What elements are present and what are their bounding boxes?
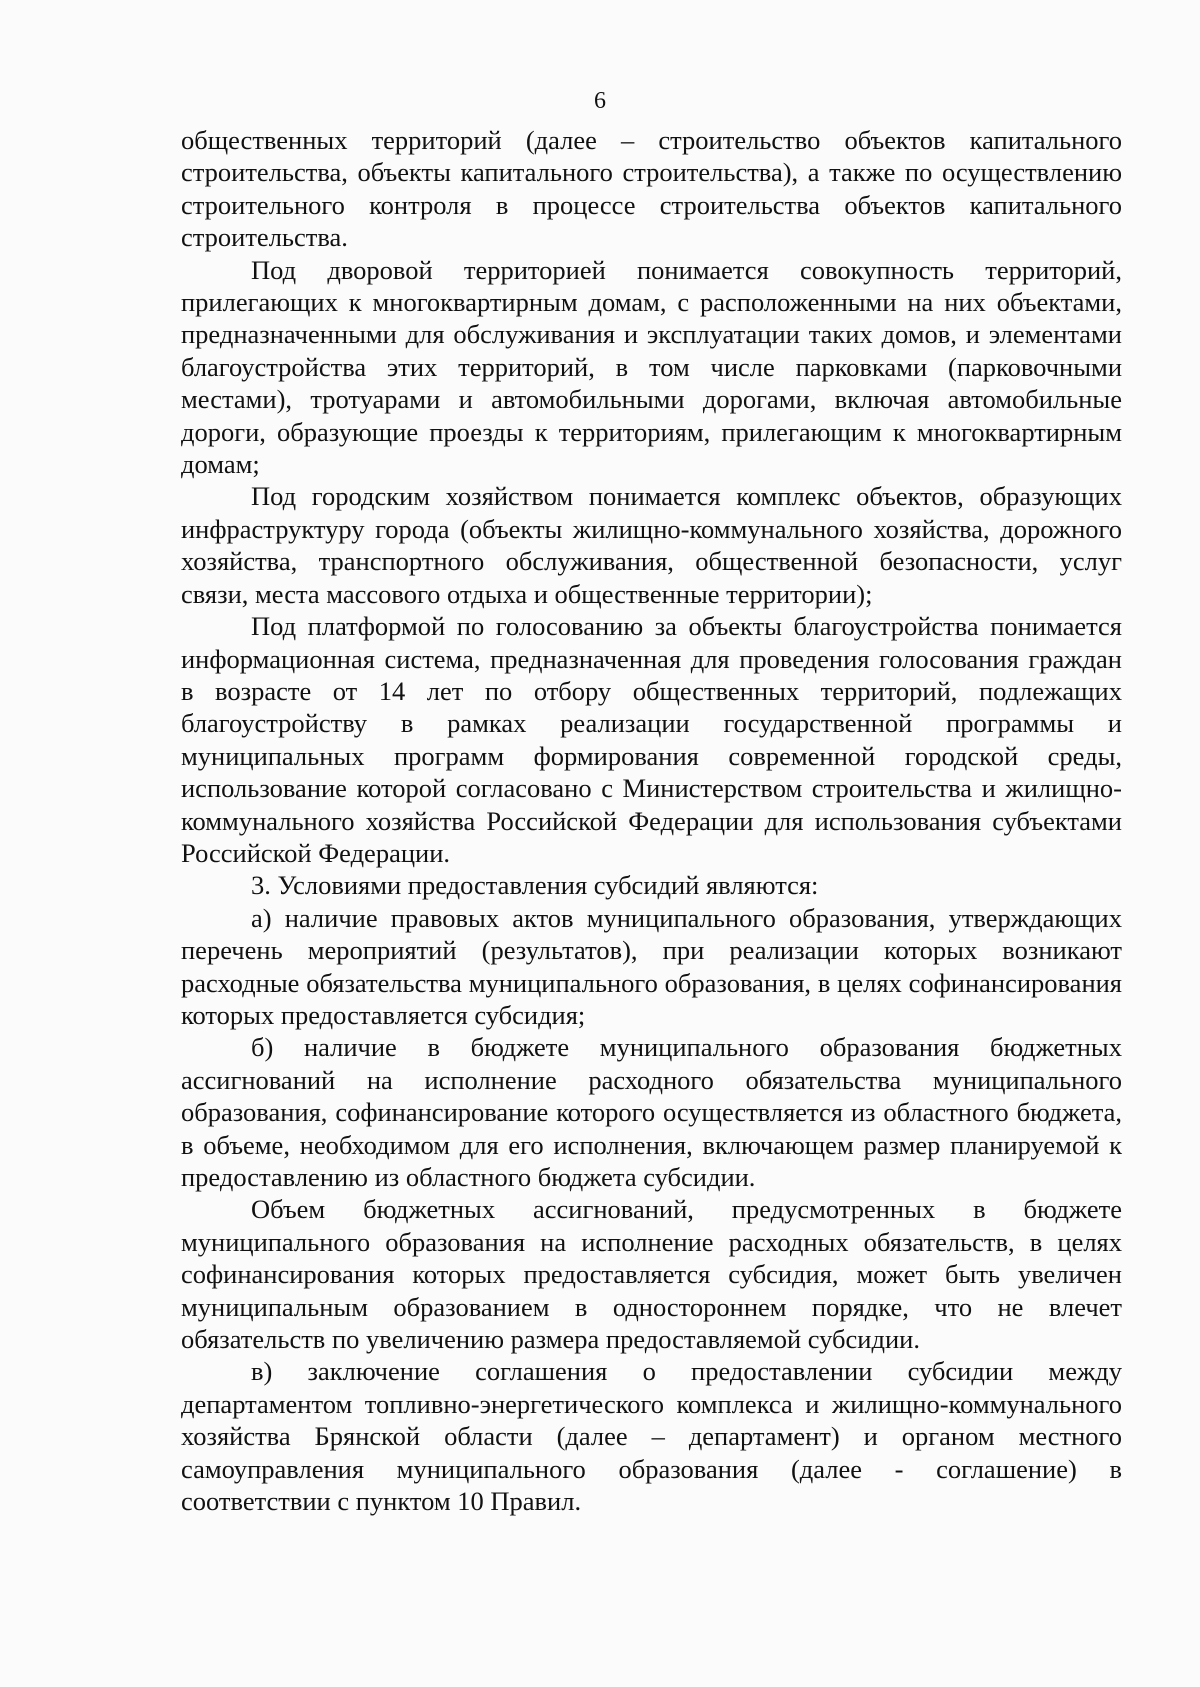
paragraph-continuation: общественных территорий (далее – строительство объектов капитального строительства, объекты капитального строительства), а также по осуществлению строительного контроля в процессе строительства объектов капитального строительства. [181, 125, 1122, 253]
paragraph-voting-platform-definition: Под платформой по голосованию за объекты благоустройства понимается информационная система, предназначенная для проведения голосования граждан в возрасте от 14 лет по отбору общественных территорий, подлежащих благоустройству в рамках реализации государственной программы и муниципальных программ формирования современной городской среды, использование которой согласовано с Министерством строительства и жилищно-коммунального хозяйства Российской Федерации для использования субъектами Российской Федерации. [181, 611, 1122, 868]
paragraph-condition-c: в) заключение соглашения о предоставлении субсидии между департаментом топливно-энергетического комплекса и жилищно-коммунального хозяйства Брянской области (далее – департамент) и органом местного самоуправления муниципального образования (далее - соглашение) в соответствии с пунктом 10 Правил. [181, 1356, 1122, 1517]
paragraph-budget-volume: Объем бюджетных ассигнований, предусмотренных в бюджете муниципального образования на исполнение расходных обязательств, в целях софинансирования которых предоставляется субсидия, может быть увеличен муниципальным образованием в одностороннем порядке, что не влечет обязательств по увеличению размера предоставляемой субсидии. [181, 1194, 1122, 1355]
paragraph-subsidy-conditions-heading: 3. Условиями предоставления субсидий являются: [251, 870, 819, 901]
paragraph-urban-economy-definition: Под городским хозяйством понимается комплекс объектов, образующих инфраструктуру города (объекты жилищно-коммунального хозяйства, дорожного хозяйства, транспортного обслуживания, общественной безопасности, услуг связи, места массового отдыха и общественные территории); [181, 481, 1122, 609]
paragraph-condition-a: а) наличие правовых актов муниципального образования, утверждающих перечень мероприятий (результатов), при реализации которых возникают расходные обязательства муниципального образования, в целях софинансирования которых предоставляется субсидия; [181, 902, 1122, 1030]
page-number: 6 [594, 88, 606, 114]
paragraph-condition-b: б) наличие в бюджете муниципального образования бюджетных ассигнований на исполнение расходного обязательства муниципального образования, софинансирование которого осуществляется из областного бюджета, в объеме, необходимом для его исполнения, включающем размер планируемой к предоставлению из областного бюджета субсидии. [181, 1032, 1122, 1192]
paragraph-courtyard-definition: Под дворовой территорией понимается совокупность территорий, прилегающих к многоквартирным домам, с расположенными на них объектами, предназначенными для обслуживания и эксплуатации таких домов, и элементами благоустройства этих территорий, в том числе парковками (парковочными местами), тротуарами и автомобильными дорогами, включая автомобильные дороги, образующие проезды к территориям, прилегающим к многоквартирным домам; [181, 254, 1122, 480]
document-body [181, 124, 1122, 1517]
